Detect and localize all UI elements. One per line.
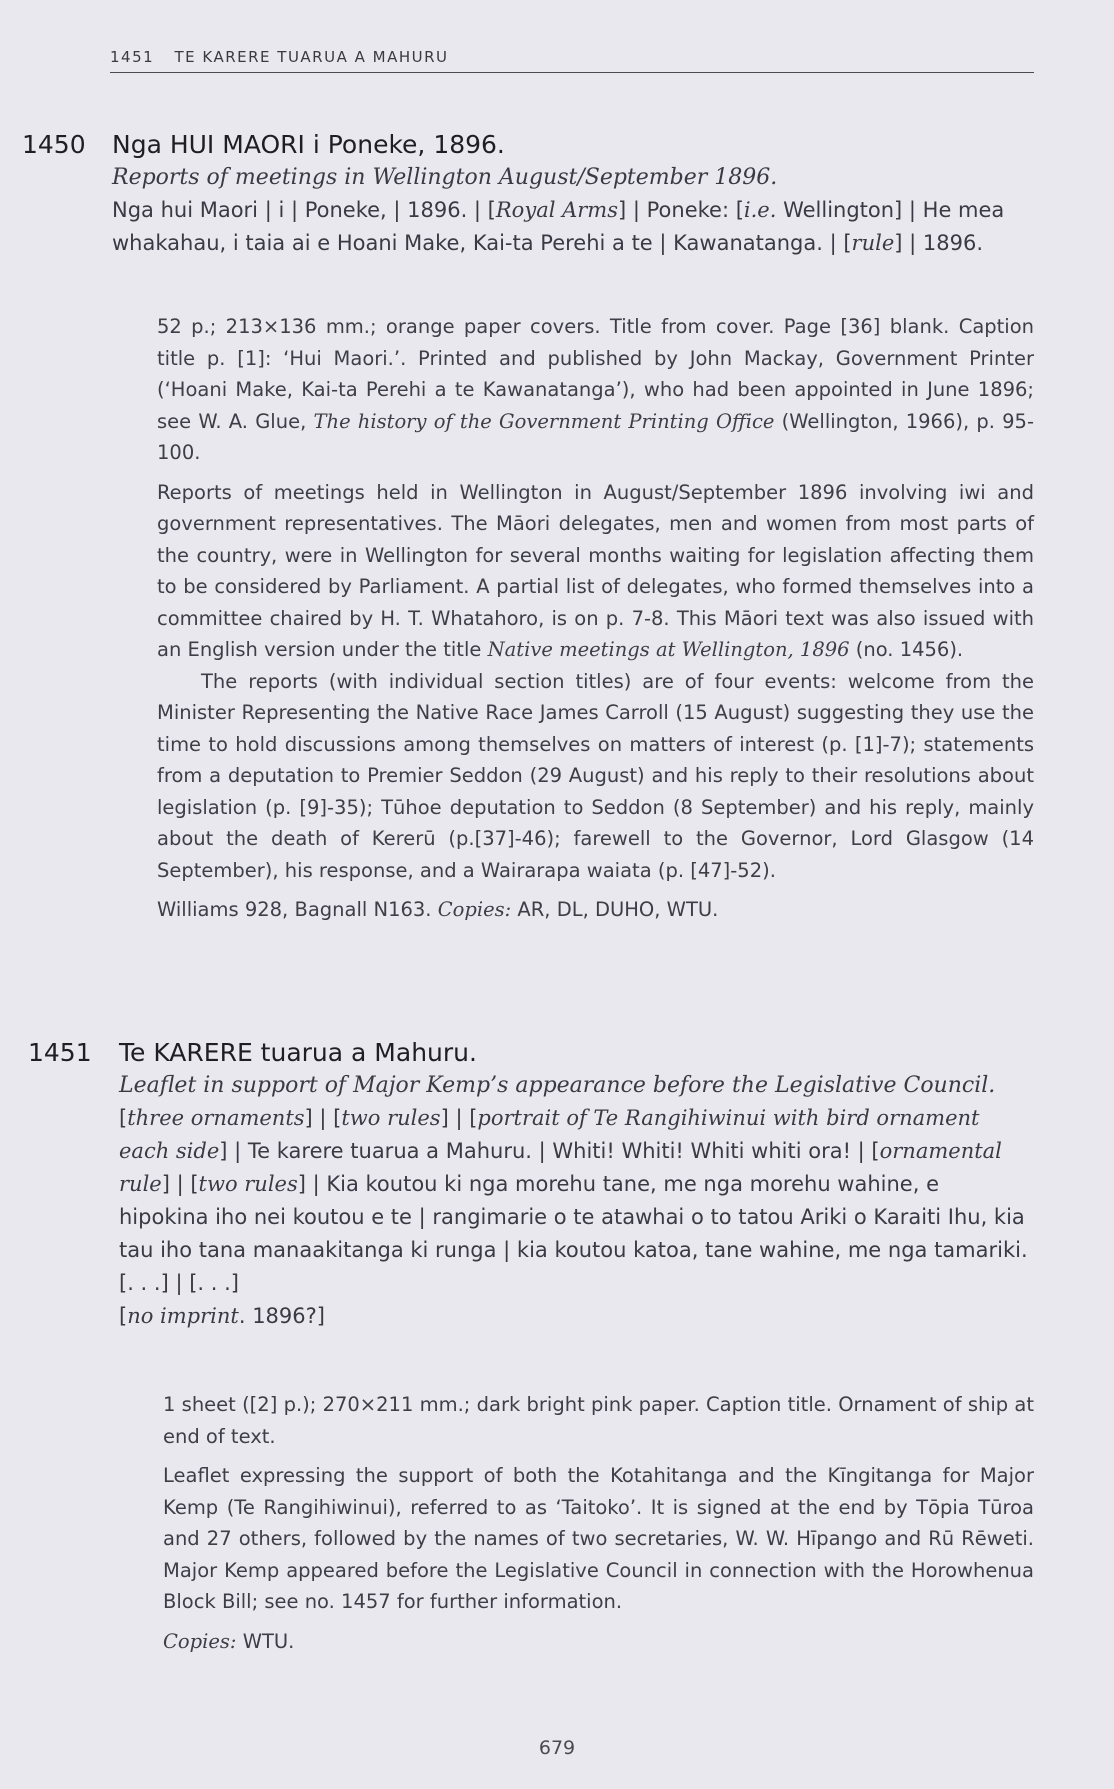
entry-subtitle: Leaflet in support of Major Kemp’s appearance before the Legislative Council. [119, 1073, 996, 1098]
content-description: Reports of meetings held in Wellington in August/September 1896 involving iwi and government representatives. The Māori delegates, men and women from most parts of the country, were in Wellington for several months waiting for legislation affecting them to be considered by Parliament. A partial list of delegates, who formed themselves into a committee chaired by H. T. Whatahoro, is on p. 7-8. This Māori text was also issued with an English version under the title Native meetings at Wellington, 1896 (no. 1456). [157, 480, 1034, 661]
entry-number: 1451 [28, 1038, 92, 1067]
imprint: [no imprint. 1896?] [119, 1304, 325, 1328]
contents-note: The reports (with individual section titles) are of four events: welcome from the Minister Representing the Native Race James Carroll (15 August) suggesting they use the time to hold discussions among themselves on matters of interest (p. [1]-7); statements from a deputation to Premier Seddon (29 August) and his reply to their resolutions about legislation (p. [9]-35); Tūhoe deputation to Seddon (8 September) and his reply, mainly about the death of Kererū (p.[37]-46); farewell to the Governor, Lord Glasgow (14 September), his response, and a Wairarapa waiata (p. [47]-52). [157, 669, 1034, 882]
entry-transcription: Nga hui Maori | i | Poneke, | 1896. | [Royal Arms] | Poneke: [i.e. Wellington] | He mea whakahau, i taia ai e Hoani Make, Kai-ta Perehi a te | Kawanatanga. | [rule] | 1896. [112, 198, 1005, 255]
references [163, 1626, 1034, 1658]
content-description: Leaflet expressing the support of both the Kotahitanga and the Kīngitanga for Major Kemp (Te Rangihiwinui), referred to as ‘Taitoko’. It is signed at the end by Tōpia Tūroa and 27 others, followed by the names of two secretaries, W. W. Hīpango and Rū Rēweti. Major Kemp appeared before the Legislative Council in connection with the Horowhenua Block Bill; see no. 1457 for further information. [163, 1464, 1034, 1613]
copies-label: Copies: [437, 898, 512, 921]
copies-list: WTU. [242, 1629, 295, 1653]
copies-label: Copies: [163, 1629, 237, 1653]
running-head [110, 48, 1034, 73]
physical-description: 1 sheet ([2] p.); 270×211 mm.; dark bright pink paper. Caption title. Ornament of ship at end of text. [163, 1393, 1034, 1448]
entry-subtitle: Reports of meetings in Wellington August/September 1896. [112, 165, 778, 190]
physical-description: 52 p.; 213×136 mm.; orange paper covers. Title from cover. Page [36] blank. Caption title p. [1]: ‘Hui Maori.’. Printed and published by John Mackay, Government Printer (‘Hoani Make, Kai-ta Perehi a te Kawanatanga’), who had been appointed in June 1896; see W. A. Glue, The history of the Government Printing Office (Wellington, 1966), p. 95-100. [157, 315, 1035, 464]
entry-title: Nga HUI MAORI i Poneke, 1896. [112, 130, 505, 159]
references: Williams 928, Bagnall N163. Copies: AR, DL, DUHO, WTU. [157, 898, 719, 921]
running-head-number: 1451 [110, 48, 155, 66]
copies-list: AR, DL, DUHO, WTU. [517, 898, 719, 921]
entry-transcription: [three ornaments] | [two rules] | [portrait of Te Rangihiwinui with bird ornament each side] | Te karere tuarua a Mahuru. | Whiti! Whiti! Whiti whiti ora! | [ornamental rule] | [two rules] | Kia koutou ki nga morehu tane, me nga morehu wahine, e hipokina iho nei koutou e te | rangimarie o te atawhai o to tatou Ariki o Karaiti Ihu, kia tau iho tana manaakitanga ki runga | kia koutou katoa, tane wahine, me nga tamariki. [. . .] | [. . .] [119, 1106, 1028, 1295]
running-head-title: TE KARERE TUARUA A MAHURU [174, 48, 449, 66]
entry-number: 1450 [22, 130, 86, 159]
page-number: 679 [538, 1737, 576, 1759]
entry-title: Te KARERE tuarua a Mahuru. [119, 1038, 477, 1067]
